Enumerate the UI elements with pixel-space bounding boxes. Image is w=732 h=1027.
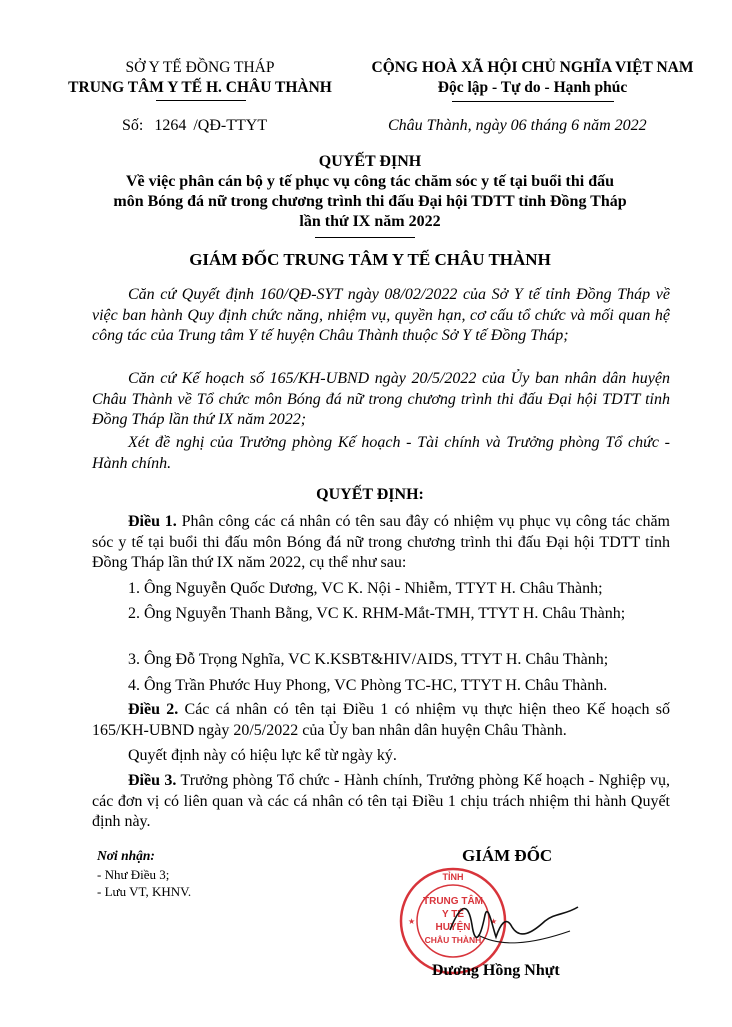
date-day: 06 <box>510 117 527 134</box>
document-subtitle-line1: Về việc phân cán bộ y tế phục vụ công tác chăm sóc y tế tại buổi thi đấu <box>125 173 615 190</box>
stamp-text-3: HUYỆN <box>435 922 471 933</box>
document-number-prefix: Số: <box>122 117 144 134</box>
recipients-title: Nơi nhận: <box>97 848 155 863</box>
stamp-text-4: CHÂU THÀNH <box>424 935 482 945</box>
national-title: CỘNG HOÀ XÃ HỘI CHỦ NGHĨA VIỆT NAM <box>371 59 694 76</box>
recipient-item-2: - Lưu VT, KHNV. <box>97 884 192 899</box>
stamp-star-left: ★ <box>408 917 416 926</box>
assignee-text-4: 4. Ông Trần Phước Huy Phong, VC Phòng TC-HC, TTYT H. Châu Thành. <box>128 677 608 694</box>
basis-paragraph-1 <box>92 285 670 347</box>
article-1-text: Phân công các cá nhân có tên sau đây có nhiệm vụ phục vụ công tác chăm sóc y tế tại buổi thi đấu môn Bóng đá nữ trong chương trình thi đấu Đại hội TDTT tỉnh Đồng Tháp lần thứ IX năm 2022, cụ thể như sau: <box>92 513 670 571</box>
stamp-text-1: TRUNG TÂM <box>423 896 483 907</box>
effective-clause <box>92 746 670 767</box>
effective-text: Quyết định này có hiệu lực kể từ ngày ký. <box>128 747 397 764</box>
document-number <box>122 117 267 135</box>
issuer-name: TRUNG TÂM Y TẾ H. CHÂU THÀNH <box>68 79 332 96</box>
signer-title: GIÁM ĐỐC <box>462 846 553 865</box>
stamp-text-2: Y TẾ <box>441 909 465 920</box>
issuer-parent: SỞ Y TẾ ĐỒNG THÁP <box>125 59 275 76</box>
document-date <box>388 117 647 135</box>
assignee-item-3 <box>92 650 670 671</box>
assignee-item-2 <box>92 604 670 625</box>
motto-underline <box>452 101 614 102</box>
recipient-item-1: - Như Điều 3; <box>97 867 170 882</box>
assignee-text-2: 2. Ông Nguyễn Thanh Bằng, VC K. RHM-Mắt-TMH, TTYT H. Châu Thành; <box>128 605 626 622</box>
basis-text-1: Căn cứ Quyết định 160/QĐ-SYT ngày 08/02/2022 của Sở Y tế tỉnh Đồng Tháp về việc ban hành Quy định chức năng, nhiệm vụ, quyền hạn, cơ cấu tổ chức và mối quan hệ công tác của Trung tâm Y tế huyện Châu Thành thuộc Sở Y tế Đồng Tháp; <box>92 286 670 344</box>
document-subtitle-line3: lần thứ IX năm 2022 <box>299 213 441 230</box>
basis-paragraph-2 <box>92 369 670 431</box>
date-prefix: Châu Thành, ngày <box>388 117 511 134</box>
decision-heading: QUYẾT ĐỊNH: <box>316 486 424 503</box>
date-suffix: tháng 6 năm 2022 <box>526 117 647 134</box>
basis-paragraph-3 <box>92 433 670 474</box>
basis-text-3: Xét đề nghị của Trưởng phòng Kế hoạch - Tài chính và Trưởng phòng Tổ chức - Hành chính. <box>92 434 670 472</box>
national-motto: Độc lập - Tự do - Hạnh phúc <box>437 79 628 96</box>
assignee-item-1 <box>92 579 670 600</box>
article-2-label: Điều 2. <box>128 701 179 718</box>
signer-name: Dương Hồng Nhựt <box>432 962 560 979</box>
national-motto-block <box>355 58 710 98</box>
title-underline <box>315 237 415 238</box>
handwritten-signature <box>440 885 590 965</box>
document-title: QUYẾT ĐỊNH <box>318 153 422 170</box>
article-1 <box>92 512 670 574</box>
basis-text-2: Căn cứ Kế hoạch số 165/KH-UBND ngày 20/5/2022 của Ủy ban nhân dân huyện Châu Thành về Tổ chức môn Bóng đá nữ trong chương trình thi đấu Đại hội TDTT tỉnh Đồng Tháp lần thứ IX năm 2022; <box>92 370 670 428</box>
assignee-text-1: 1. Ông Nguyễn Quốc Dương, VC K. Nội - Nhiễm, TTYT H. Châu Thành; <box>128 580 603 597</box>
stamp-text-top: TỈNH <box>442 872 464 882</box>
issuer-underline <box>156 100 246 101</box>
assignee-text-3: 3. Ông Đỗ Trọng Nghĩa, VC K.KSBT&HIV/AIDS, TTYT H. Châu Thành; <box>128 651 609 668</box>
document-number-value: 1264 <box>154 117 187 134</box>
article-3-text: Trưởng phòng Tổ chức - Hành chính, Trưởng phòng Kế hoạch - Nghiệp vụ, các đơn vị có liên quan và các cá nhân có tên tại Điều 1 chịu trách nhiệm thi hành Quyết định này. <box>92 772 670 830</box>
document-title-block <box>60 152 680 232</box>
document-number-suffix: /QĐ-TTYT <box>193 117 268 134</box>
authority-heading: GIÁM ĐỐC TRUNG TÂM Y TẾ CHÂU THÀNH <box>189 250 551 269</box>
article-2 <box>92 700 670 741</box>
assignee-item-4 <box>92 676 670 697</box>
article-1-label: Điều 1. <box>128 513 177 530</box>
article-2-text: Các cá nhân có tên tại Điều 1 có nhiệm vụ thực hiện theo Kế hoạch số 165/KH-UBND ngày 20/5/2022 của Ủy ban nhân dân huyện Châu Thành. <box>92 701 671 739</box>
document-subtitle-line2: môn Bóng đá nữ trong chương trình thi đấu Đại hội TDTT tỉnh Đồng Tháp <box>113 193 627 210</box>
issuer-block <box>40 58 360 98</box>
stamp-star-right: ★ <box>490 917 498 926</box>
article-3 <box>92 771 670 833</box>
article-3-label: Điều 3. <box>128 772 177 789</box>
